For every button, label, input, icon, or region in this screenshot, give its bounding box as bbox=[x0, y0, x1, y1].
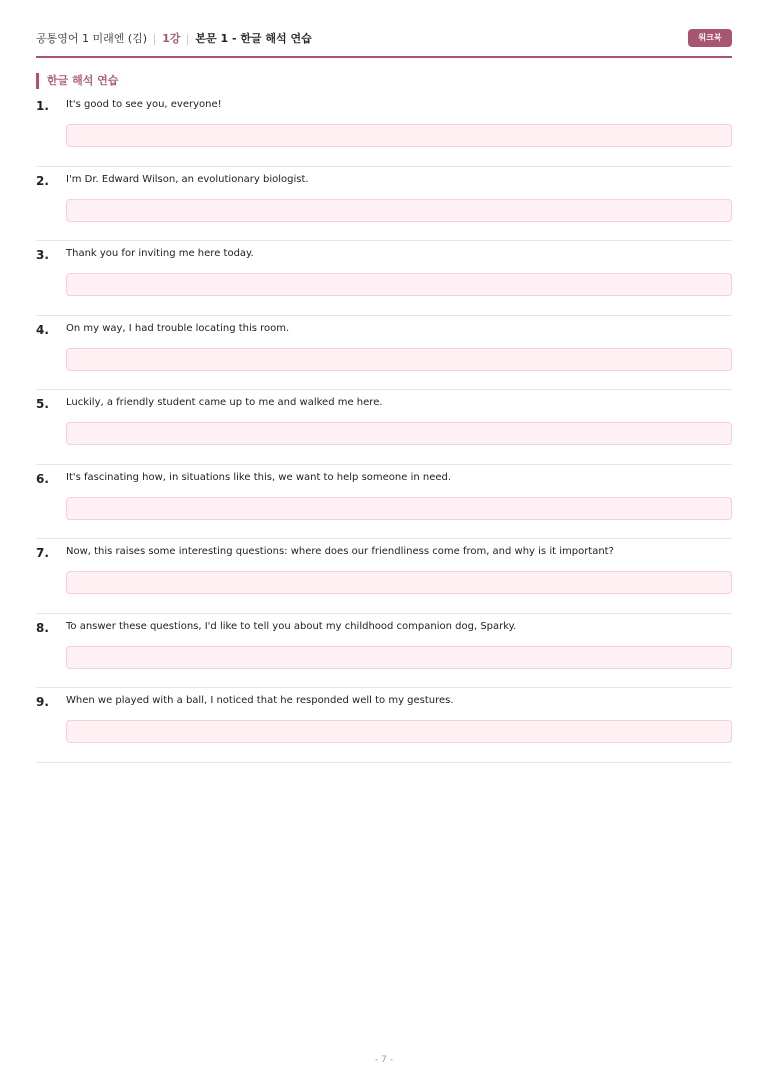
item-sentence: It's fascinating how, in situations like this, we want to help someone in need. bbox=[66, 471, 452, 483]
answer-box[interactable] bbox=[66, 571, 732, 594]
item-sentence: To answer these questions, I'd like to tell you about my childhood companion dog, Sparky. bbox=[66, 620, 517, 632]
answer-box[interactable] bbox=[66, 199, 732, 222]
breadcrumb-separator bbox=[154, 34, 155, 45]
answer-box[interactable] bbox=[66, 720, 732, 743]
item-number: 2. bbox=[36, 173, 49, 188]
lesson-label: 1강 bbox=[162, 32, 181, 45]
item-sentence: When we played with a ball, I noticed that he responded well to my gestures. bbox=[66, 695, 454, 706]
exercise-item bbox=[36, 539, 732, 614]
item-number: 8. bbox=[36, 620, 49, 635]
item-number: 7. bbox=[36, 546, 49, 560]
item-sentence: On my way, I had trouble locating this room. bbox=[66, 322, 290, 334]
exercise-item bbox=[36, 614, 732, 689]
exercise-item bbox=[36, 316, 732, 391]
item-number: 9. bbox=[36, 695, 49, 709]
breadcrumb bbox=[36, 31, 312, 47]
course-title: 공통영어 1 미래엔 (김) bbox=[36, 32, 148, 45]
page-header bbox=[36, 26, 732, 58]
section-heading: 한글 해석 연습 bbox=[36, 73, 118, 89]
page-number: - 7 - bbox=[375, 1055, 393, 1065]
item-sentence: Luckily, a friendly student came up to me and walked me here. bbox=[66, 397, 383, 408]
answer-box[interactable] bbox=[66, 124, 732, 147]
exercise-item bbox=[36, 688, 732, 763]
item-sentence: Thank you for inviting me here today. bbox=[66, 248, 254, 259]
exercise-item bbox=[36, 241, 732, 316]
item-number: 3. bbox=[36, 248, 49, 262]
item-sentence: I'm Dr. Edward Wilson, an evolutionary biologist. bbox=[66, 173, 309, 185]
answer-box[interactable] bbox=[66, 273, 732, 296]
item-sentence: Now, this raises some interesting questions: where does our friendliness come from, and why is it important? bbox=[66, 546, 614, 557]
answer-box[interactable] bbox=[66, 497, 732, 520]
item-number: 5. bbox=[36, 397, 49, 411]
answer-box[interactable] bbox=[66, 422, 732, 445]
breadcrumb-separator bbox=[187, 34, 188, 45]
answer-box[interactable] bbox=[66, 646, 732, 669]
item-number: 4. bbox=[36, 322, 49, 337]
exercise-item bbox=[36, 465, 732, 540]
answer-box[interactable] bbox=[66, 348, 732, 371]
exercise-list bbox=[36, 92, 732, 763]
section-label: 본문 1 - 한글 해석 연습 bbox=[195, 32, 312, 45]
workbook-badge: 워크북 bbox=[688, 29, 732, 47]
item-number: 1. bbox=[36, 99, 49, 113]
item-number: 6. bbox=[36, 471, 49, 486]
item-sentence: It's good to see you, everyone! bbox=[66, 99, 222, 110]
exercise-item bbox=[36, 390, 732, 465]
exercise-item bbox=[36, 92, 732, 167]
exercise-item bbox=[36, 167, 732, 242]
